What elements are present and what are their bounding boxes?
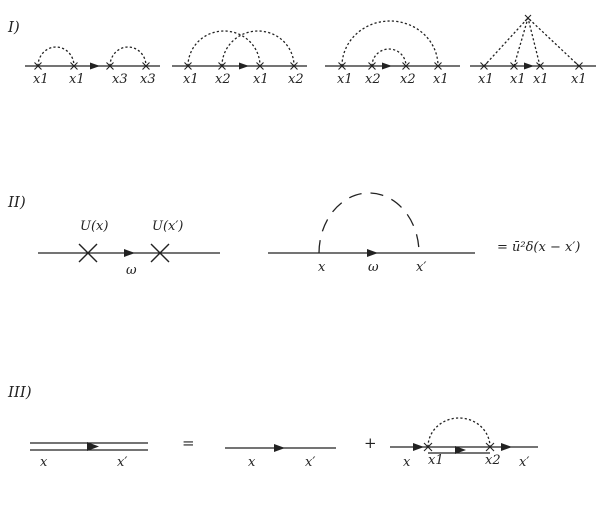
diagram-I-4 <box>470 15 596 87</box>
bare-propagator <box>225 444 336 470</box>
arrow-icon <box>367 249 378 257</box>
section-label-II: II) <box>8 193 26 211</box>
vertex-label: x1 <box>69 72 85 87</box>
arrow-icon <box>501 443 512 451</box>
arrow-icon <box>239 63 249 70</box>
vertex-label: x1 <box>253 72 269 87</box>
frequency-label: ω <box>126 263 137 278</box>
vertex-label: x1 <box>33 72 49 87</box>
vertex-cross <box>525 15 531 21</box>
vertex-label: x1 <box>571 72 587 87</box>
vertex-label: x <box>318 260 326 275</box>
vertex-label: x1 <box>337 72 353 87</box>
vertex-label: x <box>248 455 256 470</box>
vertex-label: x′ <box>305 455 316 470</box>
potential-label: U(x) <box>80 219 109 234</box>
section-label-I: I) <box>8 18 20 36</box>
plus-sign: + <box>364 434 377 452</box>
vertex-label: x <box>403 455 411 470</box>
arrow-icon <box>382 63 392 70</box>
diagram-I-1 <box>25 47 160 87</box>
vertex-label: x′ <box>117 455 128 470</box>
potential-label: U(x′) <box>152 219 184 234</box>
section-label-III: III) <box>8 383 32 401</box>
vertex-label: x′ <box>416 260 427 275</box>
vertex-label: x1 <box>478 72 494 87</box>
vertex-label: x2 <box>215 72 231 87</box>
vertex-label: x1 <box>510 72 526 87</box>
diagram-II-right <box>268 193 475 275</box>
frequency-label: ω <box>368 260 379 275</box>
diagram-I-3 <box>325 21 460 87</box>
vertex-label: x3 <box>112 72 128 87</box>
disorder-correlator: = ū²δ(x − x′) <box>497 240 581 255</box>
diagram-II-left <box>38 219 220 278</box>
arrow-icon <box>524 63 534 70</box>
vertex-label: x1 <box>428 453 444 468</box>
vertex-label: x2 <box>400 72 416 87</box>
equals-sign: = <box>182 434 195 452</box>
vertex-label: x2 <box>485 453 501 468</box>
vertex-label: x1 <box>183 72 199 87</box>
vertex-label: x′ <box>519 455 530 470</box>
vertex-label: x2 <box>288 72 304 87</box>
vertex-label: x3 <box>140 72 156 87</box>
vertex-label: x2 <box>365 72 381 87</box>
vertex-label: x1 <box>533 72 549 87</box>
arrow-icon <box>90 63 100 70</box>
diagram-I-2 <box>172 31 307 87</box>
arrow-icon <box>274 444 285 452</box>
arrow-icon <box>413 443 424 451</box>
self-energy-term <box>390 418 538 470</box>
vertex-label: x <box>40 455 48 470</box>
arrow-icon <box>124 249 135 257</box>
vertex-label: x1 <box>433 72 449 87</box>
full-propagator <box>30 442 148 470</box>
